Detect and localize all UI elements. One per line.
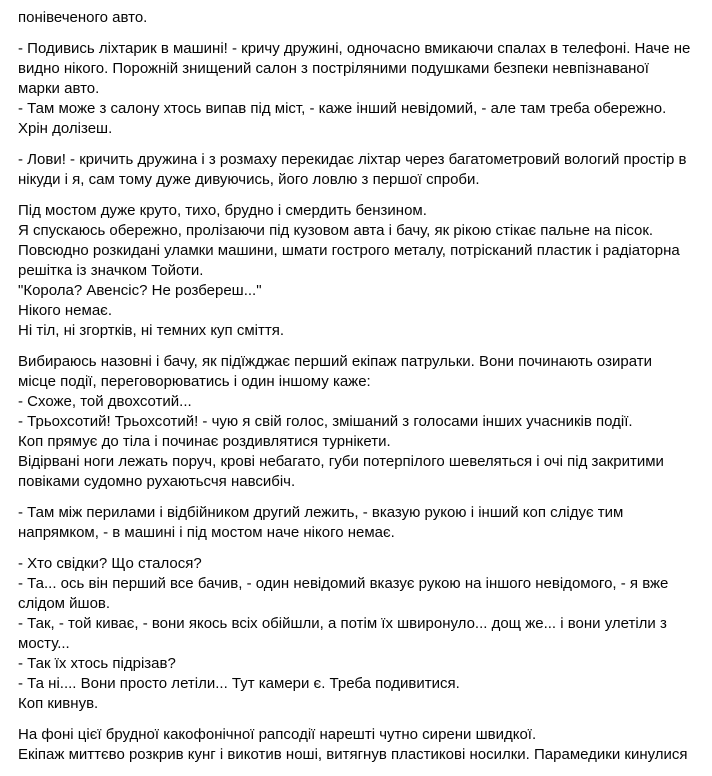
text-line: мосту... bbox=[18, 635, 70, 652]
paragraph bbox=[18, 150, 704, 190]
text-line: місце події, переговорюватись і один іншому каже: bbox=[18, 373, 371, 390]
text-line: Нікого немає. bbox=[18, 302, 112, 319]
text-line: - Трьохсотий! Трьохсотий! - чую я свій голос, змішаний з голосами інших учасників події. bbox=[18, 413, 633, 430]
text-line: - Лови! - кричить дружина і з розмаху перекидає ліхтар через багатометровий вологий простір в bbox=[18, 151, 687, 168]
text-line: решітка із значком Тойоти. bbox=[18, 262, 204, 279]
text-line: Відірвані ноги лежать поруч, крові небагато, губи потерпілого шевеляться і очі під закритими bbox=[18, 453, 664, 470]
text-line: марки авто. bbox=[18, 80, 100, 97]
post-text bbox=[18, 0, 704, 776]
text-line: - Так, - той киває, - вони якось всіх обійшли, а потім їх швиронуло... дощ же... і вони улетіли з bbox=[18, 615, 667, 632]
text-line: напрямком, - в машині і під мостом наче нікого немає. bbox=[18, 524, 395, 541]
text-line: Вибираюсь назовні і бачу, як підїжджає перший екіпаж патрульки. Вони починають озирати bbox=[18, 353, 652, 370]
text-line: Коп прямує до тіла і починає роздивлятися турнікети. bbox=[18, 433, 391, 450]
text-line: Під мостом дуже круто, тихо, брудно і смердить бензином. bbox=[18, 202, 427, 219]
text-line: - Подивись ліхтарик в машині! - кричу дружині, одночасно вмикаючи спалах в телефоні. Наче не bbox=[18, 40, 691, 57]
text-line: - Хто свідки? Що сталося? bbox=[18, 555, 202, 572]
text-line: Я спускаюсь обережно, пролізаючи під кузовом авта і бачу, як рікою стікає пальне на пісок. bbox=[18, 222, 654, 239]
text-line: Коп кивнув. bbox=[18, 695, 99, 712]
text-line: видно нікого. Порожній знищений салон з постріляними подушками безпеки невпізнаваної bbox=[18, 60, 649, 77]
text-line bbox=[18, 0, 704, 8]
text-line: - Та... ось він перший все бачив, - один невідомий вказує рукою на іншого невідомого, - я вже bbox=[18, 575, 669, 592]
text-line: "Корола? Авенсіс? Не розбереш..." bbox=[18, 282, 262, 299]
text-line: Хрін долізеш. bbox=[18, 120, 113, 137]
text-line: - Там між перилами і відбійником другий лежить, - вказую рукою і інший коп слідує тим bbox=[18, 504, 624, 521]
paragraph bbox=[18, 0, 704, 28]
paragraph bbox=[18, 201, 704, 341]
paragraph bbox=[18, 554, 704, 714]
text-line: Повсюдно розкидані уламки машини, шмати гострого металу, потрісканий пластик і радіаторна bbox=[18, 242, 680, 259]
text-line: повіками судомно рухаютьсчя навсибіч. bbox=[18, 473, 296, 490]
text-line: слідом йшов. bbox=[18, 595, 111, 612]
paragraph bbox=[18, 352, 704, 492]
paragraph bbox=[18, 39, 704, 139]
paragraph bbox=[18, 725, 704, 765]
text-line: Екіпаж миттєво розкрив кунг і викотив ноші, витягнув пластикові носилки. Парамедики кинулися bbox=[18, 746, 688, 763]
text-line: понівеченого авто. bbox=[18, 9, 148, 26]
text-line: На фоні цієї брудної какофонічної рапсодії нарешті чутно сирени швидкої. bbox=[18, 726, 537, 743]
text-line: - Схоже, той двохсотий... bbox=[18, 393, 192, 410]
text-line: - Там може з салону хтось випав під міст, - каже інший невідомий, - але там треба обережно. bbox=[18, 100, 667, 117]
paragraph bbox=[18, 503, 704, 543]
text-line: нікуди і я, сам тому дуже дивуючись, його ловлю з першої спроби. bbox=[18, 171, 480, 188]
text-line: - Так їх хтось підрізав? bbox=[18, 655, 176, 672]
post-paragraphs bbox=[18, 0, 704, 765]
text-line: - Та ні.... Вони просто летіли... Тут камери є. Треба подивитися. bbox=[18, 675, 460, 692]
text-line: Ні тіл, ні згортків, ні темних куп сміття. bbox=[18, 322, 285, 339]
